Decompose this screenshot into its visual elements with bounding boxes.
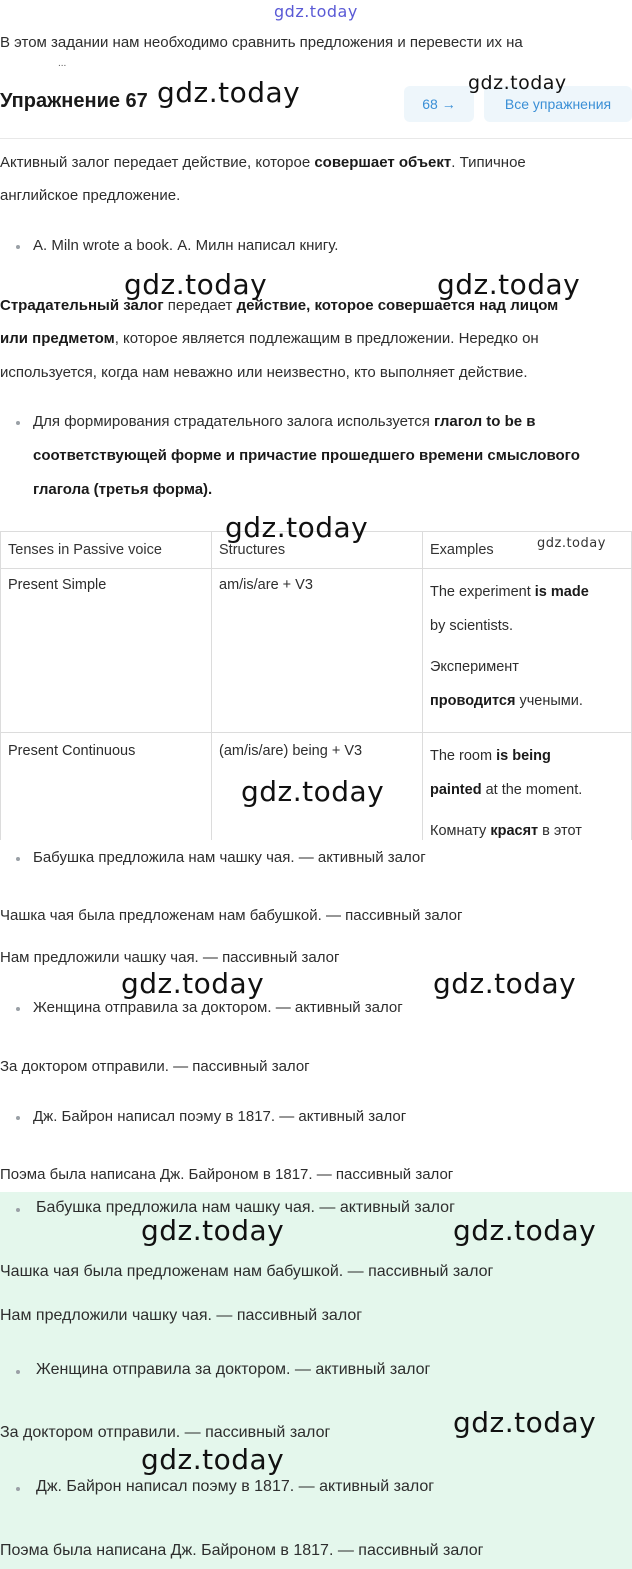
answer-line: Нам предложили чашку чая. — пассивный залог	[0, 949, 340, 966]
watermark: gdz.today	[468, 72, 567, 94]
bullet-dot	[16, 1116, 20, 1120]
answer-line: Поэма была написана Дж. Байроном в 1817. — пассивный залог	[0, 1542, 484, 1559]
watermark: gdz.today	[141, 1443, 285, 1476]
answer-highlight-block	[0, 1192, 632, 1569]
passive-rule-1: Для формирования страдательного залога используется глагол to be в	[33, 413, 536, 430]
table-header: Structures	[212, 532, 423, 569]
passive-voice-text-3: используется, когда нам неважно или неизвестно, кто выполняет действие.	[0, 364, 528, 381]
tense-cell: Present Simple	[1, 569, 212, 733]
watermark: gdz.today	[453, 1214, 597, 1247]
passive-voice-text: Страдательный залог передает действие, которое совершается над лицом	[0, 297, 559, 314]
tense-cell: Present Continuous	[1, 733, 212, 841]
answer-line: Поэма была написана Дж. Байроном в 1817. — пассивный залог	[0, 1166, 454, 1183]
intro-text: В этом задании нам необходимо сравнить предложения и перевести их на	[0, 34, 523, 51]
answer-line: За доктором отправили. — пассивный залог	[0, 1058, 310, 1075]
watermark: gdz.today	[453, 1406, 597, 1439]
answer-line: За доктором отправили. — пассивный залог	[0, 1424, 331, 1441]
watermark: gdz.today	[437, 268, 581, 301]
exercise-title: Упражнение 67	[0, 90, 148, 112]
active-voice-text-2: английское предложение.	[0, 187, 181, 204]
table-header: Tenses in Passive voice	[1, 532, 212, 569]
bullet-dot	[16, 857, 20, 861]
active-example: A. Miln wrote a book. А. Милн написал книгу.	[33, 237, 339, 254]
answer-line: Бабушка предложила нам чашку чая. — активный залог	[36, 1199, 455, 1216]
bullet-dot	[16, 1370, 20, 1374]
structure-cell: (am/is/are) being + V3	[212, 733, 423, 841]
all-exercises-button[interactable]: Все упражнения	[484, 86, 632, 122]
watermark: gdz.today	[124, 268, 268, 301]
table-header: Examples	[423, 532, 632, 569]
answer-line: Бабушка предложила нам чашку чая. — активный залог	[33, 849, 426, 866]
passive-rule-2: соответствующей форме и причастие прошедшего времени смыслового	[33, 447, 580, 464]
answer-line: Чашка чая была предложенам нам бабушкой. — пассивный залог	[0, 1263, 494, 1280]
answer-line: Нам предложили чашку чая. — пассивный залог	[0, 1307, 363, 1324]
bullet-dot	[16, 421, 20, 425]
watermark: gdz.today	[157, 76, 301, 109]
watermark: gdz.today	[141, 1214, 285, 1247]
passive-voice-text-2: или предметом, которое является подлежащим в предложении. Нередко он	[0, 330, 539, 347]
example-cell: The room is being painted at the moment. Комнату красят в этот	[423, 733, 632, 841]
answer-line: Женщина отправила за доктором. — активный залог	[36, 1361, 431, 1378]
watermark: gdz.today	[121, 967, 265, 1000]
answer-line: Женщина отправила за доктором. — активный залог	[33, 999, 403, 1016]
passive-rule-3: глагола (третья форма).	[33, 481, 213, 498]
next-exercise-button[interactable]: 68 →	[404, 86, 474, 122]
watermark: gdz.today	[433, 967, 577, 1000]
example-cell: The experiment is made by scientists. Эксперимент проводится учеными.	[423, 569, 632, 733]
bullet-dot	[16, 1487, 20, 1491]
watermark: gdz.today	[225, 511, 369, 544]
intro-text-cut: ...	[58, 58, 67, 69]
watermark-small: gdz.today	[537, 536, 606, 551]
table-row	[1, 569, 632, 733]
structure-cell: am/is/are + V3	[212, 569, 423, 733]
bullet-dot	[16, 1208, 20, 1212]
header-divider	[0, 138, 632, 139]
watermark-top: gdz.today	[274, 2, 358, 21]
answer-line: Дж. Байрон написал поэму в 1817. — активный залог	[33, 1108, 407, 1125]
active-voice-text: Активный залог передает действие, которое совершает объект. Типичное	[0, 154, 526, 171]
watermark: gdz.today	[241, 775, 385, 808]
bullet-dot	[16, 245, 20, 249]
answer-line: Дж. Байрон написал поэму в 1817. — активный залог	[36, 1478, 435, 1495]
bullet-dot	[16, 1007, 20, 1011]
answer-line: Чашка чая была предложенам нам бабушкой. — пассивный залог	[0, 907, 463, 924]
